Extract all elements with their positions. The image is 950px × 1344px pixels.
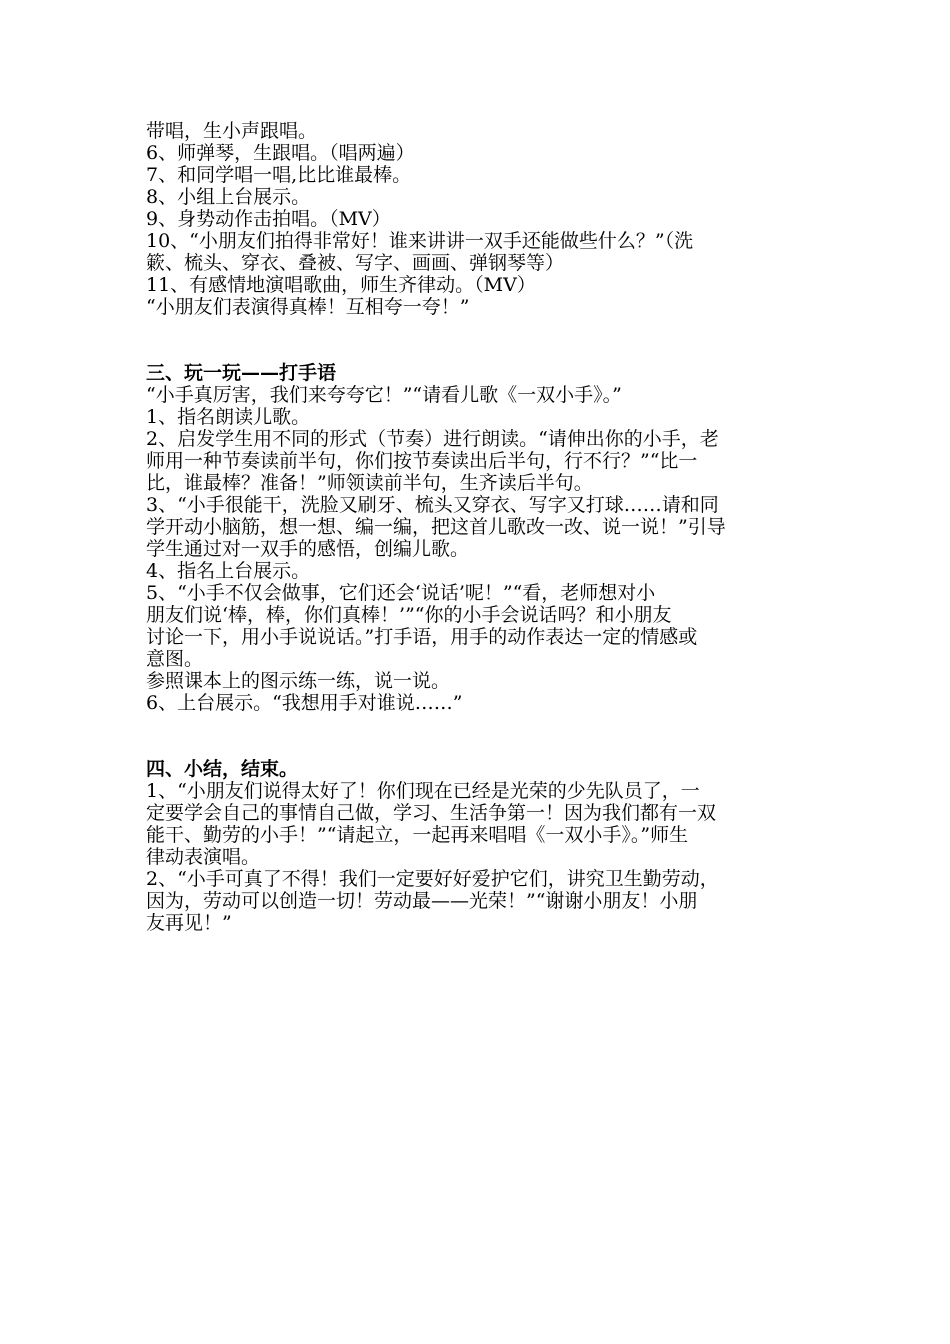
paragraph-line: 带唱，生小声跟唱。 bbox=[146, 120, 318, 142]
paragraph-line: 因为，劳动可以创造一切！劳动最——光荣！”“谢谢小朋友！小朋 bbox=[146, 890, 698, 912]
paragraph-line: 1、“小朋友们说得太好了！你们现在已经是光荣的少先队员了，一 bbox=[146, 780, 700, 802]
paragraph-line: 能干、勤劳的小手！”“请起立，一起再来唱唱《一双小手》。”师生 bbox=[146, 824, 689, 846]
paragraph-line: 簌、梳头、穿衣、叠被、写字、画画、弹钢琴等） bbox=[146, 252, 565, 274]
paragraph-line: 参照课本上的图示练一练，说一说。 bbox=[146, 670, 451, 692]
paragraph-line: 4、指名上台展示。 bbox=[146, 560, 311, 582]
paragraph-line: 律动表演唱。 bbox=[146, 846, 261, 868]
paragraph-line: 比，谁最棒？准备！”师领读前半句，生齐读后半句。 bbox=[146, 472, 593, 494]
paragraph-line: 5、“小手不仅会做事，它们还会‘说话’呢！”“看，老师想对小 bbox=[146, 582, 656, 604]
paragraph-line: 10、“小朋友们拍得非常好！谁来讲讲一双手还能做些什么？”（洗 bbox=[146, 230, 694, 252]
paragraph-line: 师用一种节奏读前半句，你们按节奏读出后半句，行不行？”“比一 bbox=[146, 450, 698, 472]
paragraph-line: 6、师弹琴，生跟唱。（唱两遍） bbox=[146, 142, 415, 164]
paragraph-line: “小朋友们表演得真棒！互相夸一夸！” bbox=[146, 296, 470, 318]
paragraph-line: 意图。 bbox=[146, 648, 204, 670]
paragraph-line: 1、指名朗读儿歌。 bbox=[146, 406, 311, 428]
paragraph-line: 友再见！” bbox=[146, 912, 232, 934]
section-heading: 三、玩一玩——打手语 bbox=[146, 362, 337, 384]
paragraph-line: 讨论一下，用小手说说话。”打手语，用手的动作表达一定的情感或 bbox=[146, 626, 698, 648]
section-lesson-continuation bbox=[146, 120, 816, 318]
paragraph-line: 3、“小手很能干，洗脸又刷牙、梳头又穿衣、写字又打球……请和同 bbox=[146, 494, 719, 516]
paragraph-line: 学开动小脑筋，想一想、编一编，把这首儿歌改一改、说一说！”引导 bbox=[146, 516, 726, 538]
section-summary bbox=[146, 758, 816, 934]
section-sign-language bbox=[146, 362, 816, 714]
paragraph-line: 6、上台展示。“我想用手对谁说……” bbox=[146, 692, 463, 714]
paragraph-line: 8、小组上台展示。 bbox=[146, 186, 311, 208]
paragraph-line: 2、启发学生用不同的形式（节奏）进行朗读。“请伸出你的小手，老 bbox=[146, 428, 719, 450]
paragraph-line: 学生通过对一双手的感悟，创编儿歌。 bbox=[146, 538, 470, 560]
paragraph-line: 9、身势动作击拍唱。（MV） bbox=[146, 208, 391, 230]
paragraph-line: 朋友们说‘棒，棒，你们真棒！’”“你的小手会说话吗？和小朋友 bbox=[146, 604, 672, 626]
paragraph-line: 7、和同学唱一唱,比比谁最棒。 bbox=[146, 164, 412, 186]
document-page bbox=[146, 120, 816, 934]
paragraph-line: 11、有感情地演唱歌曲，师生齐律动。（MV） bbox=[146, 274, 536, 296]
paragraph-line: “小手真厉害，我们来夸夸它！”“请看儿歌《一双小手》。” bbox=[146, 384, 622, 406]
section-heading: 四、小结，结束。 bbox=[146, 758, 299, 780]
paragraph-line: 2、“小手可真了不得！我们一定要好好爱护它们，讲究卫生勤劳动， bbox=[146, 868, 719, 890]
paragraph-line: 定要学会自己的事情自己做，学习、生活争第一！因为我们都有一双 bbox=[146, 802, 717, 824]
